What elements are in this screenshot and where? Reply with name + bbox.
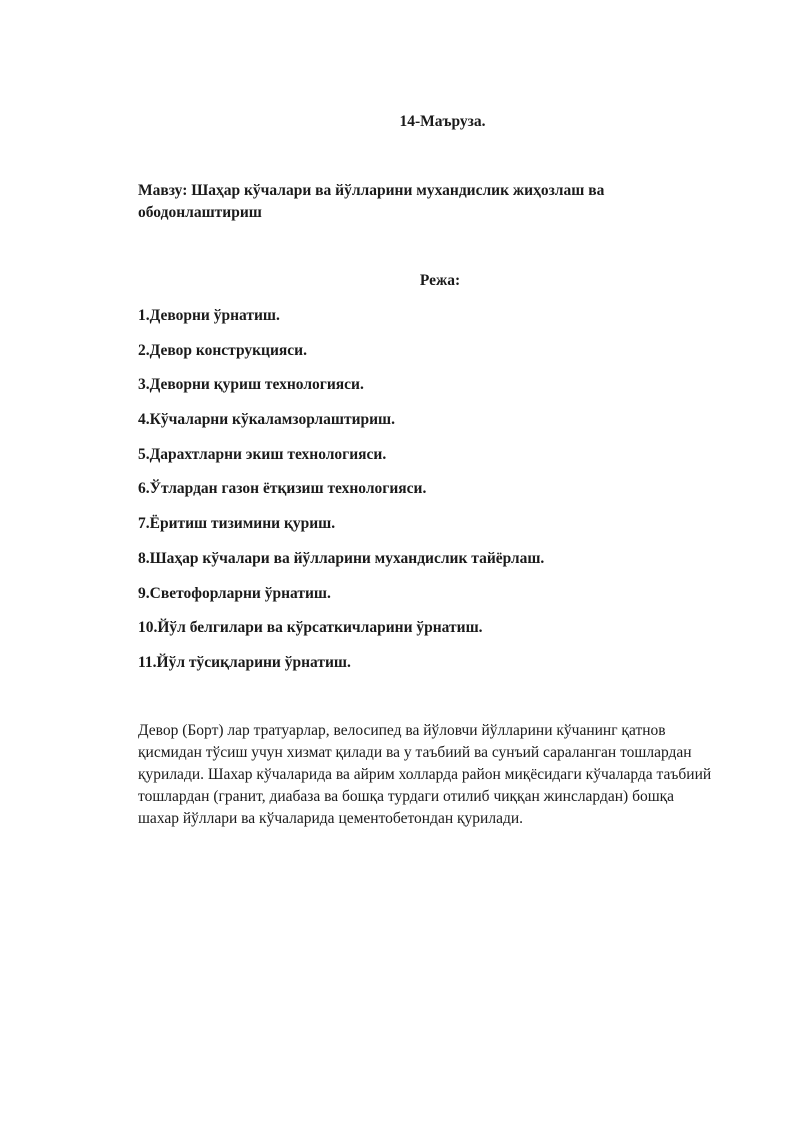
plan-heading: Режа:	[419, 272, 461, 289]
body-paragraph	[138, 720, 758, 830]
paragraph-line: тошлардан (гранит, диабаза ва бошқа турдаги отилиб чиққан жинслардан) бошқа	[138, 788, 675, 805]
plan-item: 8.Шаҳар кўчалари ва йўлларини мухандислик тайёрлаш.	[138, 549, 545, 567]
paragraph-line: қисмидан тўсиш учун хизмат қилади ва у таъбиий ва сунъий сараланган тошлардан	[138, 744, 692, 761]
topic-line: ободонлаштириш	[138, 204, 262, 221]
paragraph-line: Девор (Борт) лар тратуарлар, велосипед ва йўловчи йўлларини кўчанинг қатнов	[138, 722, 666, 739]
plan-item: 2.Девор конструкцияси.	[138, 341, 307, 359]
plan-item: 6.Ўтлардан газон ётқизиш технологияси.	[138, 480, 427, 498]
plan-item: 5.Дарахтларни экиш технологияси.	[138, 445, 387, 463]
plan-item: 4.Кўчаларни кўкаламзорлаштириш.	[138, 411, 396, 429]
plan-item: 3.Деворни қуриш технологияси.	[138, 376, 364, 394]
paragraph-line: қурилади. Шахар кўчаларида ва айрим холларда район миқёсидаги кўчаларда таъбиий	[138, 766, 712, 783]
plan-item: 9.Светофорларни ўрнатиш.	[138, 584, 331, 602]
plan-item: 7.Ёритиш тизимини қуриш.	[138, 515, 336, 533]
lecture-number: 14-Маъруза.	[399, 113, 486, 130]
plan-item: 11.Йўл тўсиқларини ўрнатиш.	[138, 653, 351, 671]
topic-title	[138, 180, 658, 224]
plan-item: 10.Йўл белгилари ва кўрсаткичларини ўрнатиш.	[138, 619, 483, 637]
topic-line: Мавзу: Шаҳар кўчалари ва йўлларини мухандислик жиҳозлаш ва	[138, 182, 605, 199]
plan-item: 1.Деворни ўрнатиш.	[138, 307, 280, 324]
paragraph-line: шахар йўллари ва кўчаларида цементобетондан қурилади.	[138, 810, 524, 827]
plan-list	[138, 306, 544, 688]
